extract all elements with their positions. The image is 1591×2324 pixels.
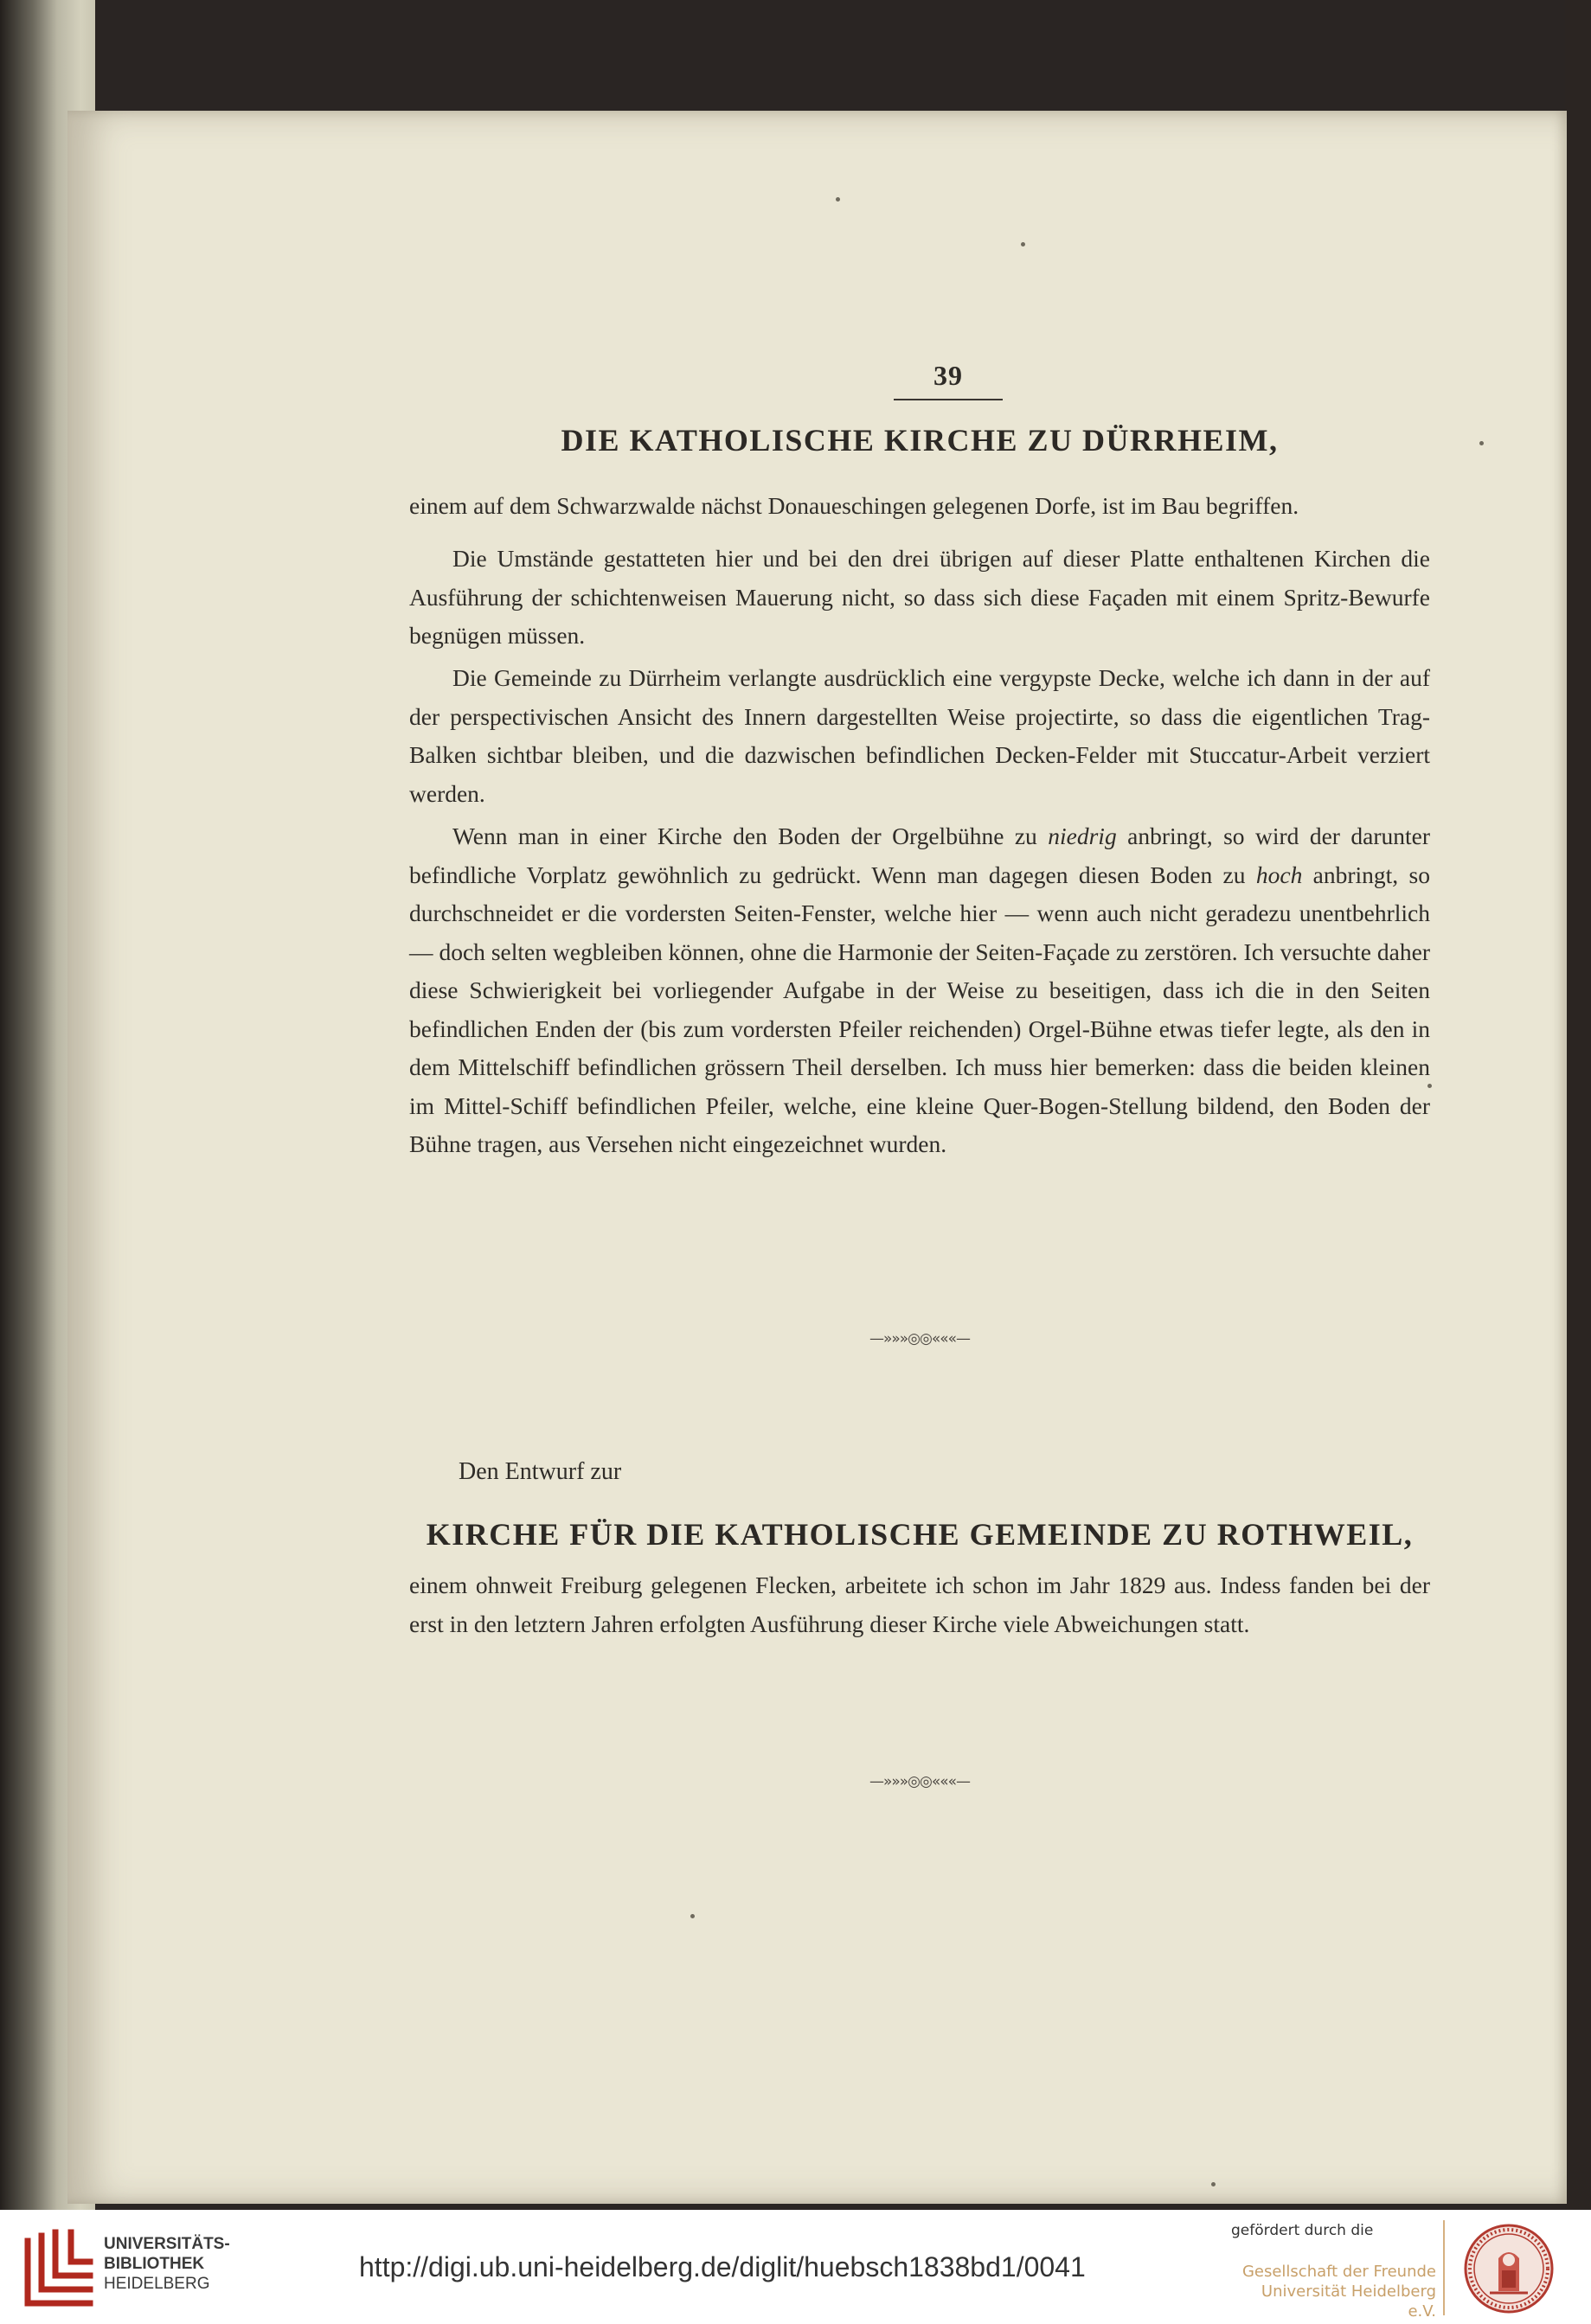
section-title-duerrheim: DIE KATHOLISCHE KIRCHE ZU DÜRRHEIM, bbox=[561, 423, 1279, 458]
ub-logo-icon bbox=[21, 2229, 94, 2307]
paper-speck bbox=[1479, 441, 1484, 445]
university-seal-icon bbox=[1464, 2224, 1554, 2314]
paragraph-3: Die Gemeinde zu Dürrheim verlangte ausdrücklich eine vergypste Decke, welche ich dann in der auf der perspectivischen Ansicht des Innern dargestellten Weise projectirte, so dass die eigentlichen Trag-Balken sichtbar bleiben, und die dazwischen befindlichen Decken-Felder mit Stuccatur-Arbeit verziert werden. bbox=[409, 664, 1430, 807]
intro-line: Den Entwurf zur bbox=[459, 1458, 622, 1485]
sponsor-divider bbox=[1443, 2220, 1445, 2315]
paper-speck bbox=[1021, 242, 1025, 246]
sponsor-caption: gefördert durch die bbox=[1231, 2222, 1374, 2239]
paper-speck bbox=[1211, 2182, 1216, 2186]
page-number: 39 bbox=[894, 360, 1003, 400]
permalink-url[interactable]: http://digi.ub.uni-heidelberg.de/diglit/huebsch1838bd1/0041 bbox=[359, 2251, 1086, 2282]
p4-text-e: anbringt, so durchschneidet er die vordersten Seiten-Fenster, welche hier — wenn auch nicht geradezu unentbehrlich — doch selten wegbleiben können, ohne die Harmonie der Seiten-Façade zu zerstören. Ich versuchte daher diese Schwierigkeit bei vorliegender Aufgabe in der Weise zu beseitigen, dass ich die in den Seiten befindlichen Enden der (bis zum vordersten Pfeiler reichenden) Orgel-Bühne etwas tiefer legte, als den in dem Mittelschiff befindlichen grössern Theil derselben. Ich muss hier bemerken: dass die beiden kleinen im Mittel-Schiff befindlichen Pfeiler, welche, eine kleine Quer-Bogen-Stellung bildend, den Boden der Bühne tragen, aus Versehen nicht eingezeichnet wurden. bbox=[409, 861, 1430, 1157]
book-page bbox=[67, 111, 1567, 2204]
paragraph-5: einem ohnweit Freiburg gelegenen Flecken, arbeitete ich schon im Jahr 1829 aus. Indess fanden bei der erst in den letztern Jahren erfolgten Ausführung dieser Kirche viele Abweichungen statt. bbox=[409, 1572, 1430, 1637]
p4-text-c: anbringt, so wird der darunter befindliche Vorplatz gewöhnlich zu gedrückt. Wenn man dagegen diesen Boden zu bbox=[409, 823, 1430, 888]
p4-italic-hoch: hoch bbox=[1255, 861, 1303, 888]
scan-right-edge bbox=[1565, 0, 1591, 2210]
paper-speck bbox=[836, 197, 840, 202]
library-name-line: UNIVERSITÄTS- bbox=[104, 2235, 230, 2253]
sponsor-name-line: Universität Heidelberg e.V. bbox=[1261, 2282, 1436, 2321]
p4-text-a: Wenn man in einer Kirche den Boden der Orgelbühne zu bbox=[452, 823, 1049, 849]
section-title-rothweil: KIRCHE FÜR DIE KATHOLISCHE GEMEINDE ZU ROTHWEIL, bbox=[426, 1517, 1414, 1552]
paper-speck bbox=[690, 1914, 695, 1918]
paragraph-1: einem auf dem Schwarzwalde nächst Donaueschingen gelegenen Dorfe, ist im Bau begriffen. bbox=[409, 492, 1299, 519]
footer-bar bbox=[0, 2210, 1591, 2324]
paragraph-4 bbox=[409, 817, 1430, 1164]
library-name-line: HEIDELBERG bbox=[104, 2275, 210, 2293]
library-name-line: BIBLIOTHEK bbox=[104, 2255, 205, 2273]
ornament-divider: —»»»◎◎«««— bbox=[869, 1773, 971, 1790]
ornament-divider: —»»»◎◎«««— bbox=[869, 1330, 971, 1348]
library-name bbox=[104, 2234, 251, 2294]
p4-italic-niedrig: niedrig bbox=[1048, 823, 1117, 849]
sponsor-name-line: Gesellschaft der Freunde bbox=[1241, 2263, 1436, 2281]
paragraph-2: Die Umstände gestatteten hier und bei den drei übrigen auf dieser Platte enthaltenen Kirchen die Ausführung der schichtenweisen Mauerung nicht, so dass sich diese Façaden mit einem Spritz-Bewurfe begnügen müssen. bbox=[409, 545, 1430, 649]
sponsor-name bbox=[1233, 2262, 1436, 2321]
